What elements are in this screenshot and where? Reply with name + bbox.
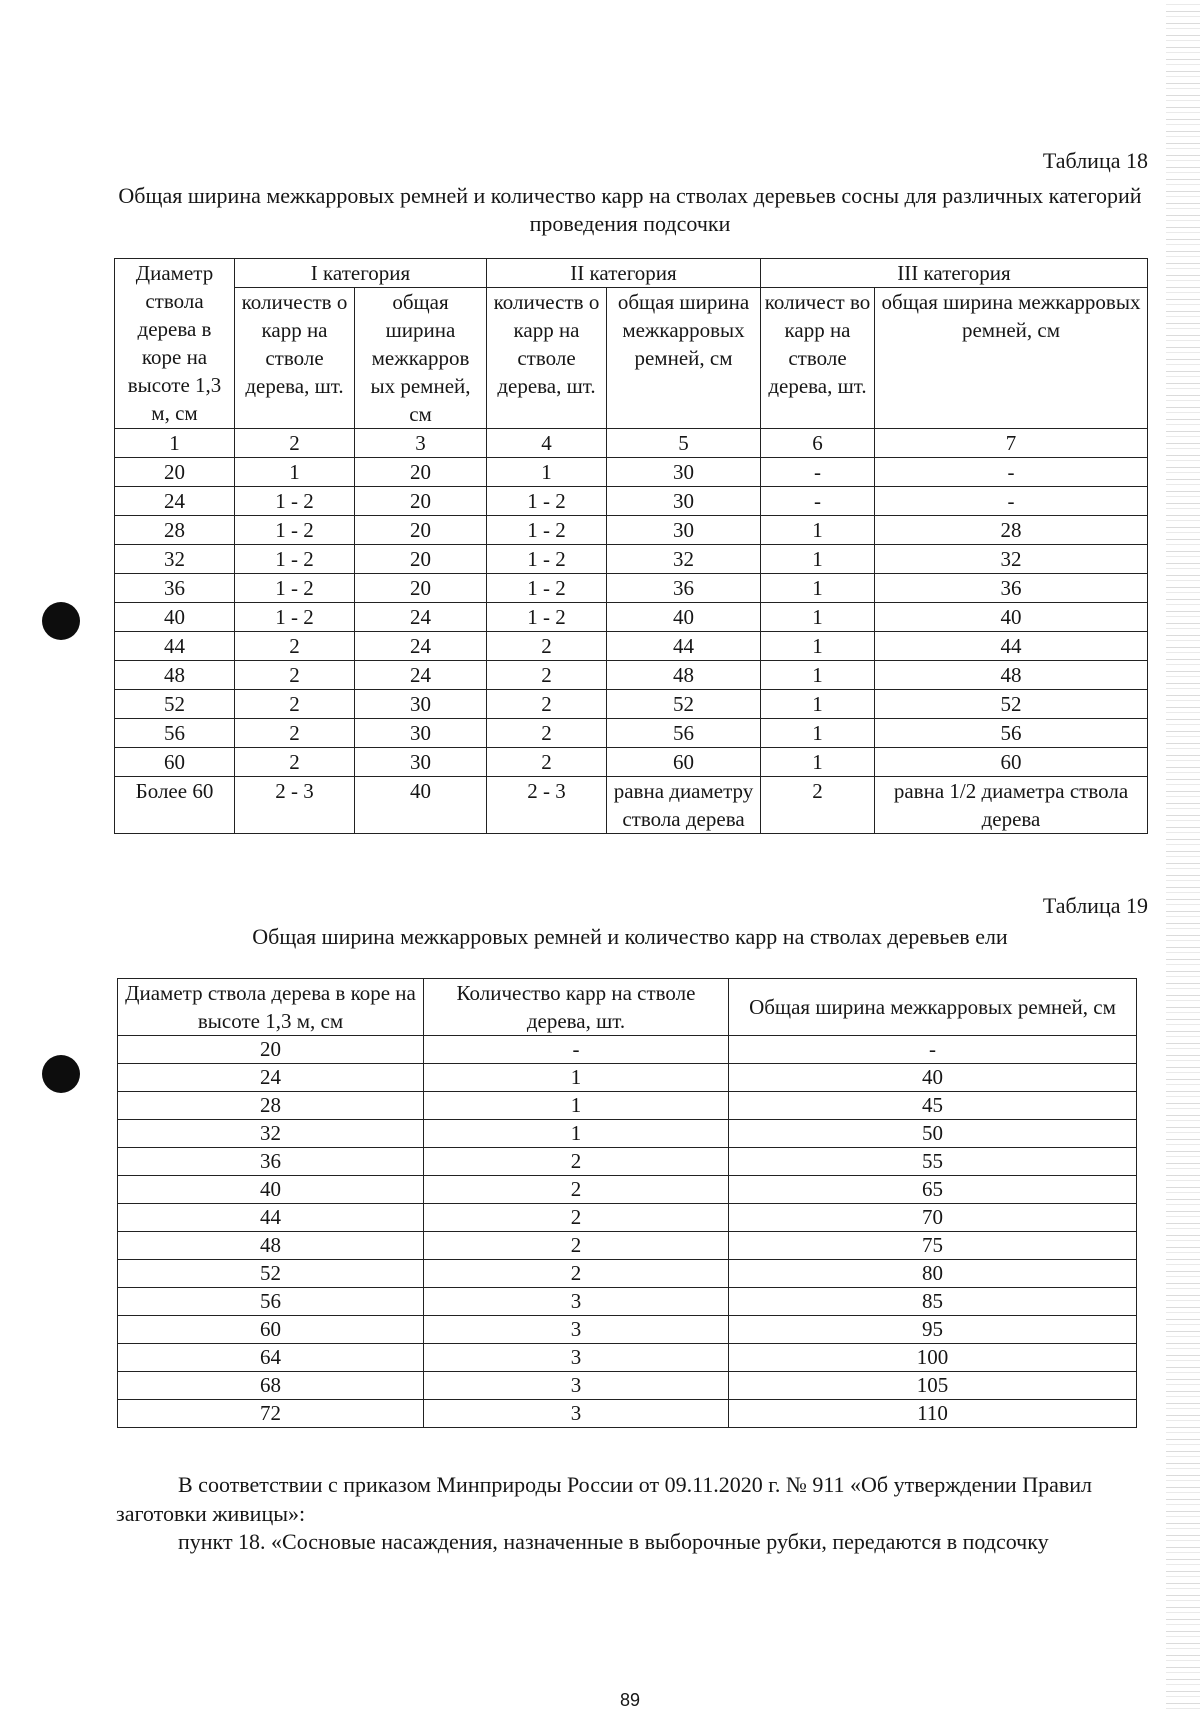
table18-header-diameter: Диаметр ствола дерева в коре на высоте 1,3 м, см bbox=[115, 259, 235, 429]
table-cell: 40 bbox=[875, 603, 1148, 632]
table-cell: 64 bbox=[118, 1344, 424, 1372]
table-cell: 32 bbox=[118, 1120, 424, 1148]
table-cell: 2 bbox=[235, 690, 355, 719]
table-cell: 1 bbox=[761, 574, 875, 603]
table-cell: 3 bbox=[424, 1288, 729, 1316]
table-cell: 30 bbox=[355, 690, 487, 719]
table-cell: 2 bbox=[424, 1148, 729, 1176]
table18-row bbox=[115, 516, 1148, 545]
table-cell: 1 bbox=[761, 661, 875, 690]
table-cell: 30 bbox=[607, 487, 761, 516]
table-cell: 50 bbox=[729, 1120, 1137, 1148]
table-cell: 1 - 2 bbox=[487, 545, 607, 574]
table-cell: 1 bbox=[235, 458, 355, 487]
table18-header-row-1 bbox=[115, 259, 1148, 288]
table-cell: 52 bbox=[115, 690, 235, 719]
table-cell: 80 bbox=[729, 1260, 1137, 1288]
table-cell: 30 bbox=[355, 719, 487, 748]
table-cell: 48 bbox=[118, 1232, 424, 1260]
table-cell: 1 bbox=[761, 516, 875, 545]
table-cell: 32 bbox=[115, 545, 235, 574]
table-cell: 44 bbox=[875, 632, 1148, 661]
table18-header-cat2: II категория bbox=[487, 259, 761, 288]
table-cell: 1 bbox=[761, 545, 875, 574]
table18-header-c3-width: общая ширина межкарровых ремней, см bbox=[875, 288, 1148, 429]
table18-header-row-2 bbox=[115, 288, 1148, 429]
table-cell: 5 bbox=[607, 429, 761, 458]
table19-caption: Таблица 19 bbox=[1042, 893, 1148, 918]
table-cell: 105 bbox=[729, 1372, 1137, 1400]
table-cell: 2 - 3 bbox=[487, 777, 607, 834]
table-cell: 2 bbox=[235, 661, 355, 690]
table-cell: 52 bbox=[875, 690, 1148, 719]
table-18 bbox=[114, 258, 1148, 834]
table-cell: 100 bbox=[729, 1344, 1137, 1372]
table-cell: - bbox=[761, 487, 875, 516]
table-cell: 2 bbox=[235, 719, 355, 748]
table-cell: 30 bbox=[355, 748, 487, 777]
table-cell: 1 - 2 bbox=[235, 516, 355, 545]
table-cell: 1 - 2 bbox=[235, 487, 355, 516]
table-cell: 30 bbox=[607, 458, 761, 487]
table19-row bbox=[118, 1036, 1137, 1064]
table19-row bbox=[118, 1120, 1137, 1148]
table-cell: 48 bbox=[115, 661, 235, 690]
table18-row bbox=[115, 748, 1148, 777]
table-cell: 3 bbox=[424, 1344, 729, 1372]
table18-title: Общая ширина межкарровых ремней и количество карр на стволах деревьев сосны для различных категорий проведения подсочки bbox=[118, 183, 1142, 236]
table-cell: 20 bbox=[355, 574, 487, 603]
table-cell: 3 bbox=[424, 1316, 729, 1344]
table-cell: 85 bbox=[729, 1288, 1137, 1316]
paragraph-item-18: пункт 18. «Сосновые насаждения, назначенные в выборочные рубки, передаются в подсочку bbox=[178, 1529, 1049, 1554]
table18-row bbox=[115, 458, 1148, 487]
table-cell: 6 bbox=[761, 429, 875, 458]
table-cell: 1 - 2 bbox=[487, 574, 607, 603]
table18-row bbox=[115, 574, 1148, 603]
table-cell: 60 bbox=[115, 748, 235, 777]
table-cell: 95 bbox=[729, 1316, 1137, 1344]
table-cell: 1 bbox=[424, 1092, 729, 1120]
table18-header-c2-count: количеств о карр на стволе дерева, шт. bbox=[487, 288, 607, 429]
table-cell: 24 bbox=[118, 1064, 424, 1092]
table-cell: равна диаметру ствола дерева bbox=[607, 777, 761, 834]
table-cell: 55 bbox=[729, 1148, 1137, 1176]
table19-title: Общая ширина межкарровых ремней и количество карр на стволах деревьев ели bbox=[252, 924, 1008, 949]
page-number: 89 bbox=[619, 1690, 641, 1710]
table19-row bbox=[118, 1316, 1137, 1344]
table-cell: 2 bbox=[761, 777, 875, 834]
table18-row bbox=[115, 632, 1148, 661]
table18-header-c3-count: количест во карр на стволе дерева, шт. bbox=[761, 288, 875, 429]
table-cell: 56 bbox=[118, 1288, 424, 1316]
table-cell: 70 bbox=[729, 1204, 1137, 1232]
table19-row bbox=[118, 1400, 1137, 1428]
table-cell: Более 60 bbox=[115, 777, 235, 834]
table-cell: 20 bbox=[355, 516, 487, 545]
table-cell: 110 bbox=[729, 1400, 1137, 1428]
table-cell: 60 bbox=[118, 1316, 424, 1344]
table-cell: 1 - 2 bbox=[235, 603, 355, 632]
table-cell: 36 bbox=[607, 574, 761, 603]
table19-row bbox=[118, 1288, 1137, 1316]
table-cell: 44 bbox=[115, 632, 235, 661]
table18-header-c2-width: общая ширина межкарровых ремней, см bbox=[607, 288, 761, 429]
table-cell: 36 bbox=[875, 574, 1148, 603]
table-cell: 24 bbox=[115, 487, 235, 516]
table-cell: 60 bbox=[607, 748, 761, 777]
table-cell: 72 bbox=[118, 1400, 424, 1428]
table19-row bbox=[118, 1148, 1137, 1176]
table-cell: 1 bbox=[424, 1064, 729, 1092]
table-cell: 24 bbox=[355, 603, 487, 632]
table18-row bbox=[115, 545, 1148, 574]
table18-caption: Таблица 18 bbox=[1042, 148, 1148, 173]
table-cell: 52 bbox=[607, 690, 761, 719]
table-cell: 32 bbox=[607, 545, 761, 574]
table-cell: 7 bbox=[875, 429, 1148, 458]
table-cell: 4 bbox=[487, 429, 607, 458]
table-cell: 20 bbox=[118, 1036, 424, 1064]
table-cell: равна 1/2 диаметра ствола дерева bbox=[875, 777, 1148, 834]
table-cell: 45 bbox=[729, 1092, 1137, 1120]
punch-hole-bottom bbox=[42, 1055, 80, 1093]
table-cell: 1 bbox=[761, 603, 875, 632]
table18-row bbox=[115, 690, 1148, 719]
table19-row bbox=[118, 1232, 1137, 1260]
table-cell: 75 bbox=[729, 1232, 1137, 1260]
table-cell: 40 bbox=[115, 603, 235, 632]
table-cell: - bbox=[424, 1036, 729, 1064]
table-cell: 44 bbox=[118, 1204, 424, 1232]
table-cell: 48 bbox=[607, 661, 761, 690]
table-cell: 40 bbox=[607, 603, 761, 632]
table-cell: 28 bbox=[115, 516, 235, 545]
punch-hole-top bbox=[42, 602, 80, 640]
table19-row bbox=[118, 1344, 1137, 1372]
table19-row bbox=[118, 1092, 1137, 1120]
table-cell: 1 - 2 bbox=[487, 603, 607, 632]
paragraph-order-reference: В соответствии с приказом Минприроды России от 09.11.2020 г. № 911 «Об утверждении Правил заготовки живицы»: bbox=[116, 1472, 1092, 1526]
table18-row bbox=[115, 777, 1148, 834]
table-cell: 2 bbox=[487, 719, 607, 748]
table-cell: 1 - 2 bbox=[235, 574, 355, 603]
table-cell: 1 bbox=[761, 719, 875, 748]
table19-header-width: Общая ширина межкарровых ремней, см bbox=[729, 979, 1137, 1036]
table-cell: 30 bbox=[607, 516, 761, 545]
table-cell: 2 bbox=[424, 1232, 729, 1260]
table-cell: 2 bbox=[424, 1260, 729, 1288]
table-cell: 2 bbox=[487, 661, 607, 690]
table-cell: 28 bbox=[875, 516, 1148, 545]
table-cell: 56 bbox=[607, 719, 761, 748]
table-cell: 52 bbox=[118, 1260, 424, 1288]
table-cell: 2 bbox=[235, 429, 355, 458]
table-cell: 2 bbox=[487, 690, 607, 719]
table-cell: 56 bbox=[875, 719, 1148, 748]
table-cell: 1 bbox=[761, 690, 875, 719]
table19-row bbox=[118, 1260, 1137, 1288]
table18-header-c1-width: общая ширина межкарров ых ремней, см bbox=[355, 288, 487, 429]
table-cell: 24 bbox=[355, 661, 487, 690]
table-cell: 20 bbox=[355, 487, 487, 516]
table-cell: - bbox=[729, 1036, 1137, 1064]
table18-row bbox=[115, 719, 1148, 748]
table-cell: 60 bbox=[875, 748, 1148, 777]
table-cell: 40 bbox=[118, 1176, 424, 1204]
table19-header-count: Количество карр на стволе дерева, шт. bbox=[424, 979, 729, 1036]
table-cell: 44 bbox=[607, 632, 761, 661]
table-cell: 2 bbox=[487, 632, 607, 661]
table-cell: 1 bbox=[487, 458, 607, 487]
table18-header-c1-count: количеств о карр на стволе дерева, шт. bbox=[235, 288, 355, 429]
table-cell: 36 bbox=[115, 574, 235, 603]
table19-header-diameter: Диаметр ствола дерева в коре на высоте 1,3 м, см bbox=[118, 979, 424, 1036]
table-cell: 65 bbox=[729, 1176, 1137, 1204]
table-cell: - bbox=[875, 487, 1148, 516]
table-cell: 20 bbox=[355, 545, 487, 574]
table18-column-numbers-row bbox=[115, 429, 1148, 458]
table-cell: 36 bbox=[118, 1148, 424, 1176]
table-cell: 48 bbox=[875, 661, 1148, 690]
table-cell: 20 bbox=[115, 458, 235, 487]
table-cell: 1 - 2 bbox=[235, 545, 355, 574]
table-cell: 3 bbox=[355, 429, 487, 458]
table-cell: 1 bbox=[115, 429, 235, 458]
table19-row bbox=[118, 1204, 1137, 1232]
table18-row bbox=[115, 487, 1148, 516]
table-cell: 2 bbox=[235, 748, 355, 777]
table-19 bbox=[117, 978, 1137, 1428]
table19-header-row bbox=[118, 979, 1137, 1036]
table-cell: 1 - 2 bbox=[487, 516, 607, 545]
table-cell: 40 bbox=[355, 777, 487, 834]
table-cell: 20 bbox=[355, 458, 487, 487]
table19-row bbox=[118, 1064, 1137, 1092]
table-cell: 3 bbox=[424, 1372, 729, 1400]
table-cell: 2 bbox=[235, 632, 355, 661]
table-cell: 2 bbox=[487, 748, 607, 777]
table18-row bbox=[115, 661, 1148, 690]
table-cell: 28 bbox=[118, 1092, 424, 1120]
table18-row bbox=[115, 603, 1148, 632]
table-cell: 2 bbox=[424, 1176, 729, 1204]
table18-header-cat1: I категория bbox=[235, 259, 487, 288]
table-cell: 68 bbox=[118, 1372, 424, 1400]
table-cell: 32 bbox=[875, 545, 1148, 574]
table-cell: 2 bbox=[424, 1204, 729, 1232]
table19-row bbox=[118, 1372, 1137, 1400]
table-cell: 1 - 2 bbox=[487, 487, 607, 516]
table-cell: 56 bbox=[115, 719, 235, 748]
table-cell: 3 bbox=[424, 1400, 729, 1428]
table18-header-cat3: III категория bbox=[761, 259, 1148, 288]
table-cell: 1 bbox=[761, 632, 875, 661]
table-cell: 40 bbox=[729, 1064, 1137, 1092]
scan-edge-noise bbox=[1166, 0, 1200, 1709]
table-cell: - bbox=[761, 458, 875, 487]
table-cell: 1 bbox=[424, 1120, 729, 1148]
table-cell: - bbox=[875, 458, 1148, 487]
table-cell: 24 bbox=[355, 632, 487, 661]
table-cell: 2 - 3 bbox=[235, 777, 355, 834]
table19-row bbox=[118, 1176, 1137, 1204]
table-cell: 1 bbox=[761, 748, 875, 777]
